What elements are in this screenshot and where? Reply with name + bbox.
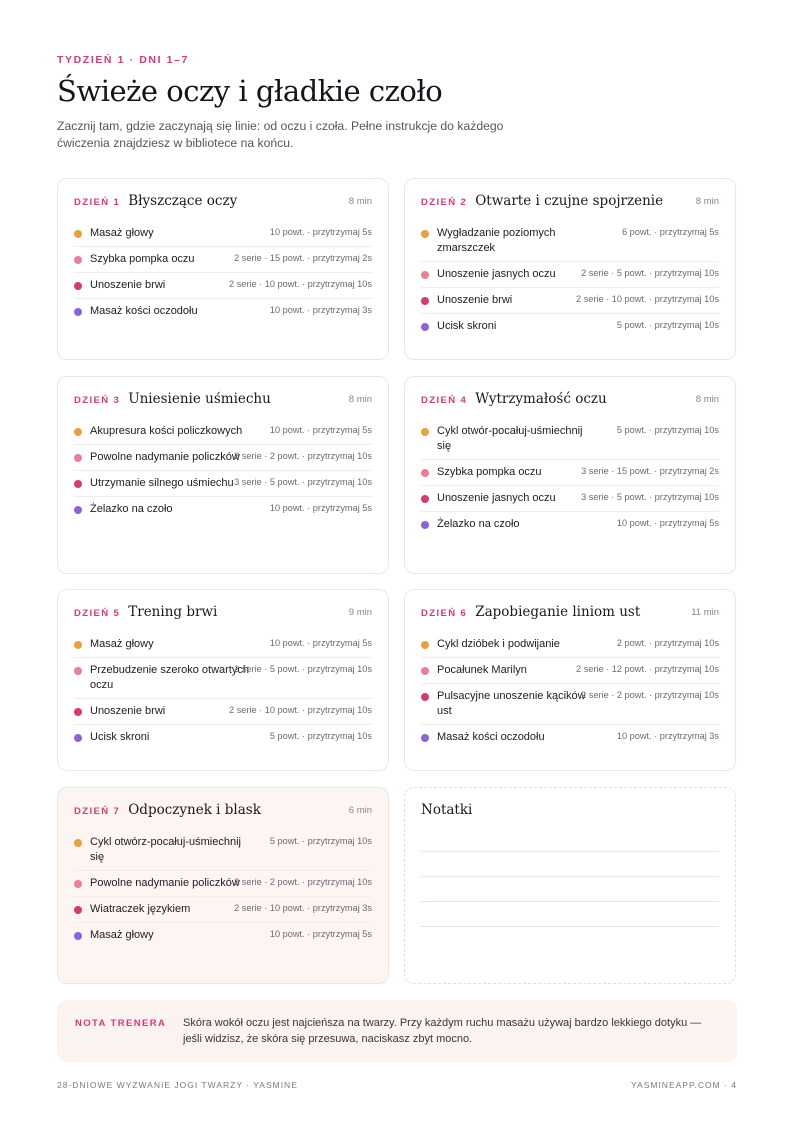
exercise-name: Cykl otwórz-pocałuj-uśmiechnij się — [90, 836, 241, 863]
exercise-dot — [421, 323, 429, 331]
exercise-row — [74, 699, 372, 725]
exercise-name: Szybka pompka oczu — [90, 253, 195, 265]
exercise-dot — [74, 428, 82, 436]
exercise-name: Masaż głowy — [90, 929, 154, 941]
note-line — [421, 851, 719, 852]
exercise-meta: 5 powt. · przytrzymaj 10s — [269, 731, 372, 741]
exercise-dot — [74, 480, 82, 488]
exercise-row — [421, 419, 719, 460]
day-duration: 6 min — [348, 805, 372, 816]
day-card — [404, 376, 736, 574]
day-duration: 8 min — [348, 196, 372, 207]
exercise-row — [74, 471, 372, 497]
exercise-row — [74, 871, 372, 897]
day-duration: 8 min — [695, 196, 719, 207]
day-duration: 11 min — [691, 607, 719, 618]
exercise-meta: 3 serie · 5 powt. · przytrzymaj 10s — [581, 492, 719, 502]
coach-note — [57, 1000, 737, 1062]
exercise-meta: 10 powt. · przytrzymaj 5s — [269, 503, 372, 513]
exercise-dot — [74, 667, 82, 675]
exercise-name: Unoszenie brwi — [437, 294, 513, 306]
exercise-meta: 6 powt. · przytrzymaj 5s — [621, 227, 719, 237]
exercise-dot — [74, 932, 82, 940]
day-label: DZIEŃ 2 — [421, 197, 468, 208]
day-label: DZIEŃ 5 — [74, 608, 121, 619]
exercise-dot — [421, 734, 429, 742]
day-card — [57, 589, 389, 771]
exercise-row — [74, 923, 372, 948]
coach-label: NOTA TRENERA — [75, 1018, 167, 1029]
exercise-meta: 10 powt. · przytrzymaj 5s — [269, 929, 372, 939]
day-title: Uniesienie uśmiechu — [128, 391, 271, 407]
exercise-name: Unoszenie brwi — [90, 279, 166, 291]
day-label: DZIEŃ 4 — [421, 395, 468, 406]
exercise-row — [421, 658, 719, 684]
exercise-row — [421, 684, 719, 725]
card-header — [74, 391, 372, 415]
exercise-name: Masaż głowy — [90, 227, 154, 239]
day-card — [57, 376, 389, 574]
note-line — [421, 926, 719, 927]
page — [57, 0, 737, 1124]
exercise-dot — [74, 308, 82, 316]
day-label: DZIEŃ 1 — [74, 197, 121, 208]
day-card — [57, 178, 389, 360]
card-header — [421, 604, 719, 628]
exercise-list — [74, 830, 372, 948]
exercise-row — [74, 247, 372, 273]
exercise-meta: 2 powt. · przytrzymaj 10s — [616, 638, 719, 648]
exercise-name: Wygładzanie poziomych zmarszczek — [437, 227, 556, 254]
exercise-meta: 10 powt. · przytrzymaj 5s — [269, 227, 372, 237]
exercise-dot — [74, 839, 82, 847]
exercise-meta: 10 powt. · przytrzymaj 5s — [616, 518, 719, 528]
exercise-dot — [74, 454, 82, 462]
exercise-name: Akupresura kości policzkowych — [90, 425, 243, 437]
exercise-meta: 2 serie · 10 powt. · przytrzymaj 10s — [229, 279, 372, 289]
exercise-list — [421, 221, 719, 339]
footer-left: 28-DNIOWE WYZWANIE JOGI TWARZY · YASMINE — [57, 1080, 298, 1090]
day-duration: 9 min — [348, 607, 372, 618]
week-tag: TYDZIEŃ 1 · DNI 1–7 — [57, 54, 189, 66]
exercise-name: Unoszenie jasnych oczu — [437, 492, 556, 504]
day-title: Błyszczące oczy — [128, 193, 238, 209]
exercise-meta: 10 powt. · przytrzymaj 3s — [269, 305, 372, 315]
exercise-name: Żelazko na czoło — [437, 518, 520, 530]
exercise-meta: 2 serie · 10 powt. · przytrzymaj 10s — [229, 705, 372, 715]
exercise-row — [74, 419, 372, 445]
exercise-name: Cykl otwór-pocałuj-uśmiechnij się — [437, 425, 583, 452]
exercise-dot — [74, 708, 82, 716]
exercise-dot — [74, 230, 82, 238]
exercise-dot — [421, 428, 429, 436]
intro-text: Zacznij tam, gdzie zaczynają się linie: od oczu i czoła. Pełne instrukcje do każdego ćwiczenia znajdziesz w bibliotece na końcu. — [57, 119, 504, 150]
exercise-row — [74, 445, 372, 471]
exercise-meta: 3 serie · 15 powt. · przytrzymaj 2s — [581, 466, 719, 476]
exercise-name: Cykl dzióbek i podwijanie — [437, 638, 560, 650]
exercise-name: Wiatraczek językiem — [90, 903, 191, 915]
day-card — [404, 589, 736, 771]
exercise-meta: 10 powt. · przytrzymaj 3s — [616, 731, 719, 741]
card-header — [74, 193, 372, 217]
day-label: DZIEŃ 6 — [421, 608, 468, 619]
exercise-meta: 3 serie · 5 powt. · przytrzymaj 10s — [234, 477, 372, 487]
exercise-name: Unoszenie jasnych oczu — [437, 268, 556, 280]
day-title: Trening brwi — [128, 604, 218, 620]
exercise-meta: 2 serie · 2 powt. · przytrzymaj 10s — [234, 877, 372, 887]
exercise-meta: 2 serie · 2 powt. · przytrzymaj 10s — [581, 690, 719, 700]
exercise-row — [421, 262, 719, 288]
exercise-dot — [74, 506, 82, 514]
exercise-name: Masaż kości oczodołu — [90, 305, 198, 317]
exercise-name: Utrzymanie silnego uśmiechu — [90, 477, 234, 489]
exercise-meta: 10 powt. · przytrzymaj 5s — [269, 638, 372, 648]
exercise-dot — [421, 667, 429, 675]
exercise-meta: 5 powt. · przytrzymaj 10s — [616, 320, 719, 330]
exercise-dot — [421, 495, 429, 503]
exercise-row — [421, 221, 719, 262]
exercise-meta: 2 serie · 5 powt. · przytrzymaj 10s — [234, 664, 372, 674]
exercise-meta: 2 serie · 10 powt. · przytrzymaj 3s — [234, 903, 372, 913]
exercise-meta: 5 powt. · przytrzymaj 10s — [269, 836, 372, 846]
exercise-dot — [74, 880, 82, 888]
exercise-dot — [421, 271, 429, 279]
exercise-dot — [74, 641, 82, 649]
exercise-name: Masaż kości oczodołu — [437, 731, 545, 743]
exercise-meta: 2 serie · 12 powt. · przytrzymaj 10s — [576, 664, 719, 674]
exercise-dot — [74, 282, 82, 290]
card-header — [421, 193, 719, 217]
exercise-meta: 2 serie · 10 powt. · przytrzymaj 10s — [576, 294, 719, 304]
exercise-dot — [421, 641, 429, 649]
footer-right: YASMINEAPP.COM · 4 — [630, 1080, 737, 1090]
exercise-dot — [421, 230, 429, 238]
note-line — [421, 901, 719, 902]
exercise-meta: 5 powt. · przytrzymaj 10s — [616, 425, 719, 435]
exercise-row — [74, 632, 372, 658]
exercise-row — [421, 314, 719, 339]
exercise-row — [74, 658, 372, 699]
exercise-meta: 2 serie · 2 powt. · przytrzymaj 10s — [234, 451, 372, 461]
exercise-dot — [421, 469, 429, 477]
exercise-name: Unoszenie brwi — [90, 705, 166, 717]
exercise-dot — [421, 297, 429, 305]
day-title: Wytrzymałość oczu — [475, 391, 607, 407]
exercise-name: Ucisk skroni — [437, 320, 497, 332]
exercise-name: Szybka pompka oczu — [437, 466, 542, 478]
exercise-name: Powolne nadymanie policzków — [90, 877, 240, 889]
day-card — [404, 178, 736, 360]
exercise-row — [421, 725, 719, 750]
page-title: Świeże oczy i gładkie czoło — [57, 74, 443, 108]
exercise-name: Pocałunek Marilyn — [437, 664, 527, 676]
notes-box — [404, 787, 736, 984]
exercise-meta: 10 powt. · przytrzymaj 5s — [269, 425, 372, 435]
exercise-dot — [74, 906, 82, 914]
exercise-row — [421, 288, 719, 314]
exercise-dot — [74, 734, 82, 742]
coach-text: Skóra wokół oczu jest najcieńsza na twarzy. Przy każdym ruchu masażu używaj bardzo lekkiego dotyku — jeśli widzisz, że skóra się przesuwa, naciskasz zbyt mocno. — [183, 1017, 702, 1045]
exercise-row — [421, 460, 719, 486]
notes-title: Notatki — [421, 802, 473, 818]
note-line — [421, 876, 719, 877]
exercise-row — [74, 830, 372, 871]
exercise-name: Pulsacyjne unoszenie kącików ust — [437, 690, 586, 717]
day-label: DZIEŃ 3 — [74, 395, 121, 406]
exercise-meta: 2 serie · 5 powt. · przytrzymaj 10s — [581, 268, 719, 278]
exercise-list — [74, 632, 372, 750]
exercise-dot — [74, 256, 82, 264]
exercise-list — [74, 419, 372, 522]
day-duration: 8 min — [348, 394, 372, 405]
exercise-name: Ucisk skroni — [90, 731, 150, 743]
day-card — [57, 787, 389, 984]
exercise-row — [74, 725, 372, 750]
exercise-name: Przebudzenie szeroko otwartych oczu — [90, 664, 249, 691]
exercise-row — [74, 273, 372, 299]
exercise-name: Żelazko na czoło — [90, 503, 173, 515]
exercise-meta: 2 serie · 15 powt. · przytrzymaj 2s — [234, 253, 372, 263]
day-title: Otwarte i czujne spojrzenie — [475, 193, 664, 209]
exercise-list — [421, 632, 719, 750]
card-header — [74, 802, 372, 826]
day-title: Zapobieganie liniom ust — [475, 604, 641, 620]
exercise-row — [421, 512, 719, 537]
exercise-list — [74, 221, 372, 324]
exercise-name: Powolne nadymanie policzków — [90, 451, 240, 463]
exercise-row — [74, 497, 372, 522]
exercise-row — [421, 632, 719, 658]
card-header — [421, 391, 719, 415]
exercise-dot — [421, 693, 429, 701]
exercise-row — [74, 221, 372, 247]
exercise-row — [421, 486, 719, 512]
exercise-row — [74, 299, 372, 324]
day-duration: 8 min — [695, 394, 719, 405]
exercise-row — [74, 897, 372, 923]
day-title: Odpoczynek i blask — [128, 802, 261, 818]
exercise-dot — [421, 521, 429, 529]
card-header — [74, 604, 372, 628]
exercise-list — [421, 419, 719, 537]
day-label: DZIEŃ 7 — [74, 806, 121, 817]
exercise-name: Masaż głowy — [90, 638, 154, 650]
